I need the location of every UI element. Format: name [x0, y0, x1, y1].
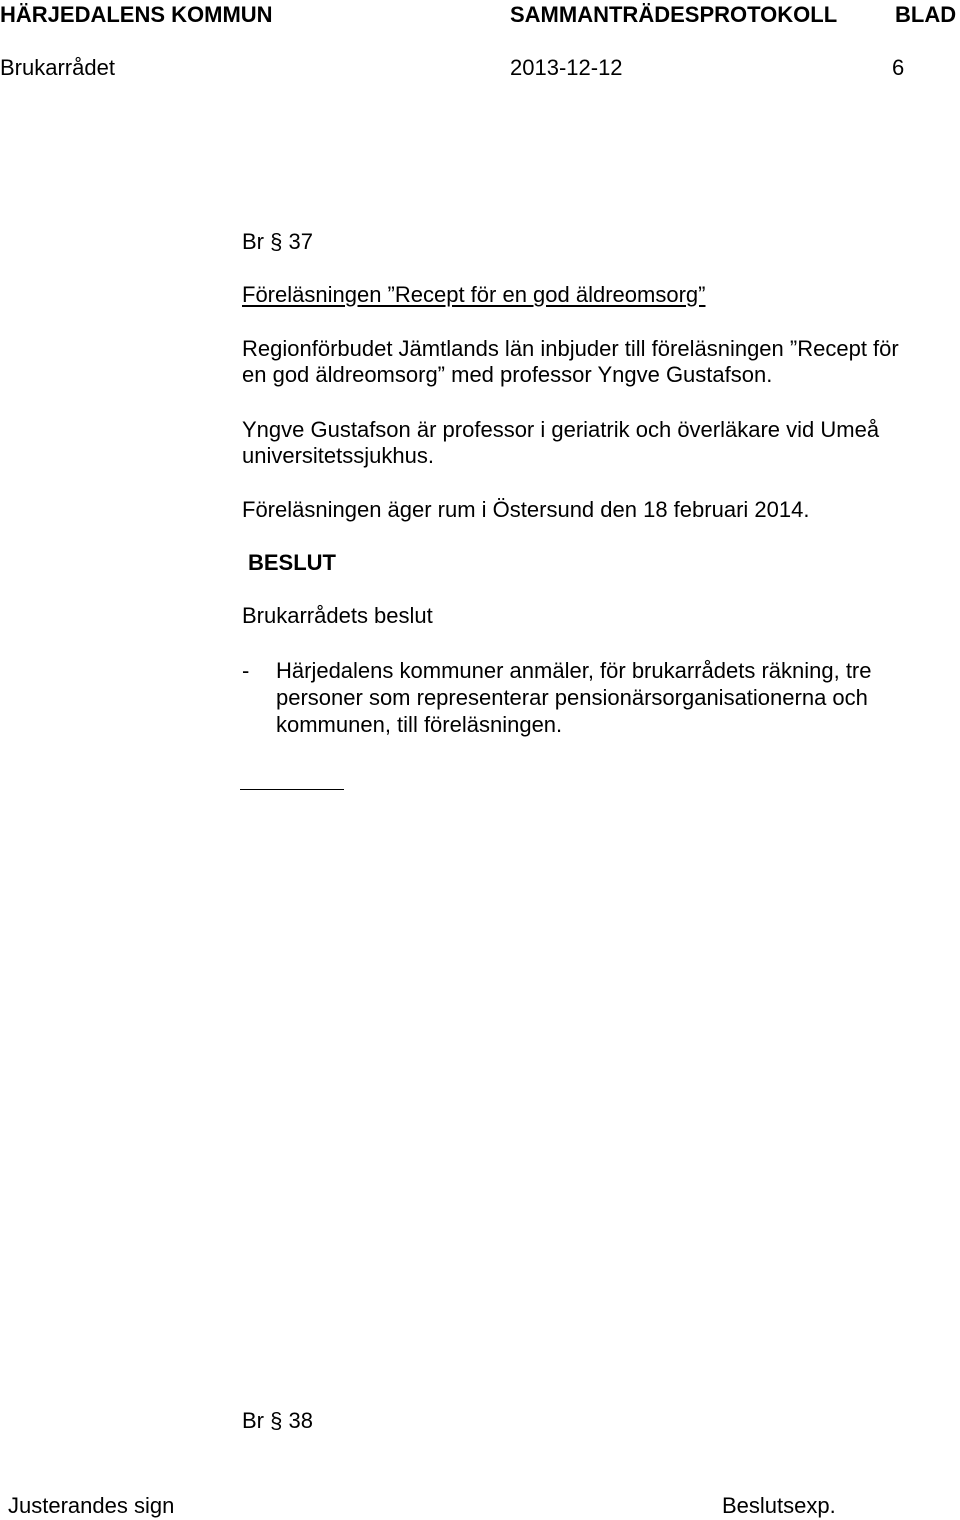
paragraph-line: Regionförbudet Jämtlands län inbjuder till föreläsningen ”Recept för	[242, 336, 899, 361]
section-heading-38: Br § 38	[242, 1408, 313, 1433]
paragraph-speaker	[242, 417, 879, 469]
body-name: Brukarrådet	[0, 55, 115, 80]
decision-line: personer som representerar pensionärsorganisationerna och	[276, 685, 868, 710]
paragraph-invitation	[242, 336, 899, 388]
section-heading-37: Br § 37	[242, 229, 313, 254]
decision-line: kommunen, till föreläsningen.	[276, 712, 563, 737]
decision-heading: BESLUT	[248, 550, 336, 575]
paragraph-line: Yngve Gustafson är professor i geriatrik och överläkare vid Umeå	[242, 417, 880, 442]
list-dash: -	[242, 658, 250, 683]
protocol-title: SAMMANTRÄDESPROTOKOLL	[510, 2, 838, 27]
paragraph-line: en god äldreomsorg” med professor Yngve Gustafson.	[242, 362, 773, 387]
decision-text	[276, 657, 872, 738]
signature-rule	[240, 789, 344, 790]
signature-label: Justerandes sign	[8, 1493, 175, 1518]
decision-intro: Brukarrådets beslut	[242, 603, 433, 628]
municipality-name: HÄRJEDALENS KOMMUN	[0, 2, 273, 27]
page-number: 6	[892, 55, 905, 80]
excerpt-label: Beslutsexp.	[722, 1493, 836, 1518]
sheet-label: BLAD	[895, 2, 957, 27]
meeting-date: 2013-12-12	[510, 55, 623, 80]
paragraph-venue	[242, 497, 809, 523]
paragraph-line: universitetssjukhus.	[242, 443, 434, 468]
decision-line: Härjedalens kommuner anmäler, för brukarrådets räkning, tre	[276, 658, 872, 683]
paragraph-line: Föreläsningen äger rum i Östersund den 18 februari 2014.	[242, 497, 810, 522]
section-title: Föreläsningen ”Recept för en god äldreomsorg”	[242, 282, 706, 307]
